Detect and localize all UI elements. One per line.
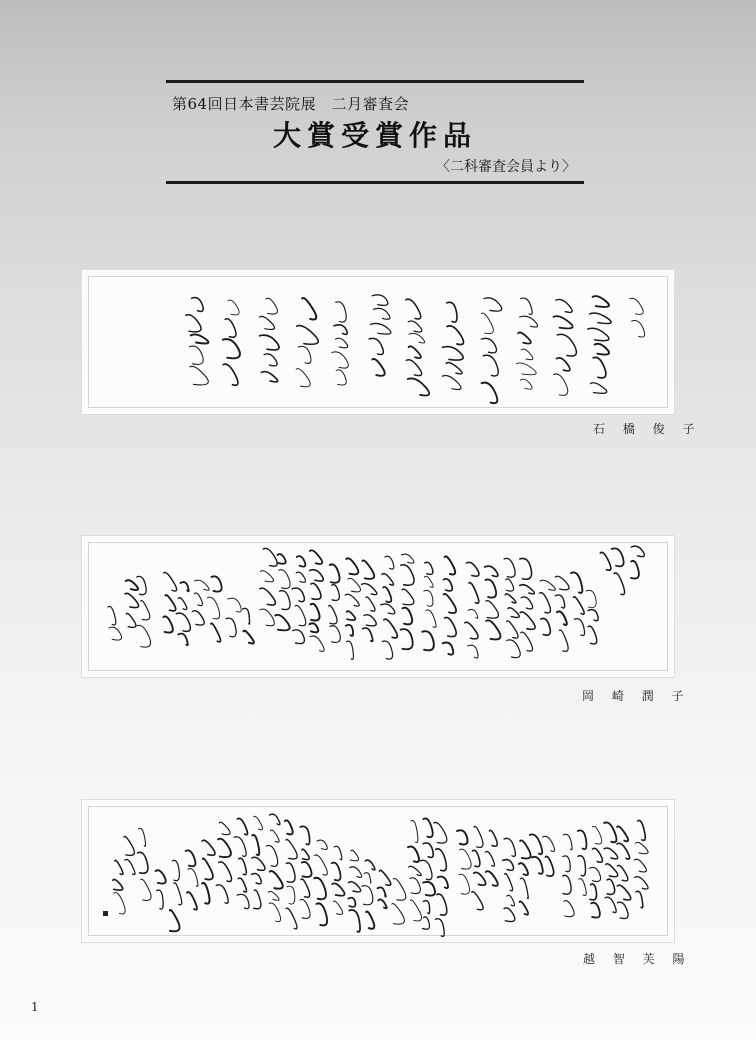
brush-column	[208, 576, 222, 642]
brush-column	[600, 552, 611, 570]
brush-column	[216, 822, 231, 903]
brush-column	[292, 556, 306, 643]
brush-column	[378, 870, 391, 908]
brush-column	[589, 826, 602, 917]
brush-column	[631, 546, 644, 578]
brush-column	[481, 298, 501, 403]
brush-column	[314, 840, 327, 925]
brush-column	[309, 550, 324, 651]
section-note: 〈二科審査会員より〉	[436, 159, 576, 175]
brush-column	[329, 564, 341, 642]
brush-column	[485, 566, 501, 639]
brush-column	[420, 818, 435, 929]
brush-column	[186, 850, 198, 909]
seal-mark	[103, 911, 108, 916]
brush-column	[186, 298, 209, 385]
brush-column	[176, 582, 190, 645]
calligraphy-image-1	[83, 271, 673, 413]
calligraphy-image-2	[83, 537, 673, 676]
brush-column	[156, 870, 166, 909]
brush-column	[193, 580, 210, 625]
brush-column	[485, 830, 497, 885]
brush-column	[553, 299, 576, 395]
brush-column	[586, 590, 598, 644]
brush-column	[381, 556, 397, 659]
brush-column	[392, 878, 406, 924]
brush-column	[259, 298, 279, 382]
brush-column	[519, 840, 531, 914]
exhibition-subtitle: 第64回日本書芸院展 二月審査会	[172, 95, 410, 113]
brush-column	[285, 820, 297, 929]
brush-column	[275, 554, 290, 630]
calligraphy-work-2	[82, 536, 674, 677]
brush-column	[588, 296, 611, 393]
brush-column	[138, 828, 151, 900]
brush-column	[137, 576, 151, 647]
brush-column	[108, 606, 122, 640]
brush-column	[457, 830, 471, 894]
brush-column	[252, 816, 265, 909]
brush-column	[503, 838, 516, 921]
brush-column	[472, 826, 486, 909]
brush-column	[332, 302, 348, 385]
brush-column	[465, 562, 479, 658]
brush-column	[345, 558, 360, 659]
brush-column	[571, 572, 584, 635]
brush-column	[226, 598, 241, 637]
brush-column	[555, 576, 569, 651]
brush-column	[617, 826, 631, 918]
brush-column	[422, 562, 436, 650]
brush-column	[520, 558, 535, 651]
brush-column	[434, 822, 448, 936]
brush-column	[442, 302, 463, 389]
brush-column	[362, 560, 377, 641]
brush-column	[125, 580, 139, 627]
brush-column	[530, 834, 543, 873]
brush-column	[543, 836, 555, 876]
artist-name-3: 越 智 芙 陽	[583, 952, 692, 966]
brush-column	[124, 836, 135, 874]
calligraphy-work-3	[82, 800, 674, 942]
brush-column	[517, 298, 538, 389]
artist-name-1: 石 橋 俊 子	[593, 422, 702, 436]
brush-column	[563, 834, 574, 916]
calligraphy-work-1	[82, 270, 674, 414]
brush-column	[170, 860, 182, 931]
brush-column	[604, 822, 618, 912]
brush-column	[408, 820, 422, 920]
page-number: 1	[31, 1000, 39, 1014]
brush-column	[504, 558, 520, 657]
header-top-rule	[166, 80, 584, 83]
brush-column	[630, 298, 645, 337]
brush-column	[300, 826, 311, 918]
brush-column	[348, 850, 361, 932]
brush-column	[635, 820, 649, 908]
calligraphy-image-3	[83, 801, 673, 941]
brush-column	[260, 548, 277, 625]
brush-column	[443, 556, 457, 654]
artist-name-2: 岡 崎 潤 子	[582, 689, 691, 703]
brush-column	[296, 298, 318, 387]
brush-column	[362, 860, 375, 929]
brush-column	[164, 572, 177, 632]
header-bottom-rule	[166, 181, 584, 184]
brush-column	[578, 830, 587, 895]
brush-column	[369, 295, 391, 376]
brush-column	[266, 814, 283, 921]
brush-column	[234, 818, 249, 908]
page-header	[166, 80, 584, 186]
brush-column	[223, 300, 240, 385]
brush-column	[612, 548, 625, 594]
brush-column	[113, 860, 125, 914]
brush-column	[401, 554, 414, 649]
brush-column	[406, 299, 429, 395]
brush-column	[243, 608, 254, 643]
page-title: 大賞受賞作品	[272, 119, 477, 152]
brush-column	[202, 840, 215, 903]
brush-column	[332, 846, 345, 914]
brush-column	[540, 580, 556, 635]
